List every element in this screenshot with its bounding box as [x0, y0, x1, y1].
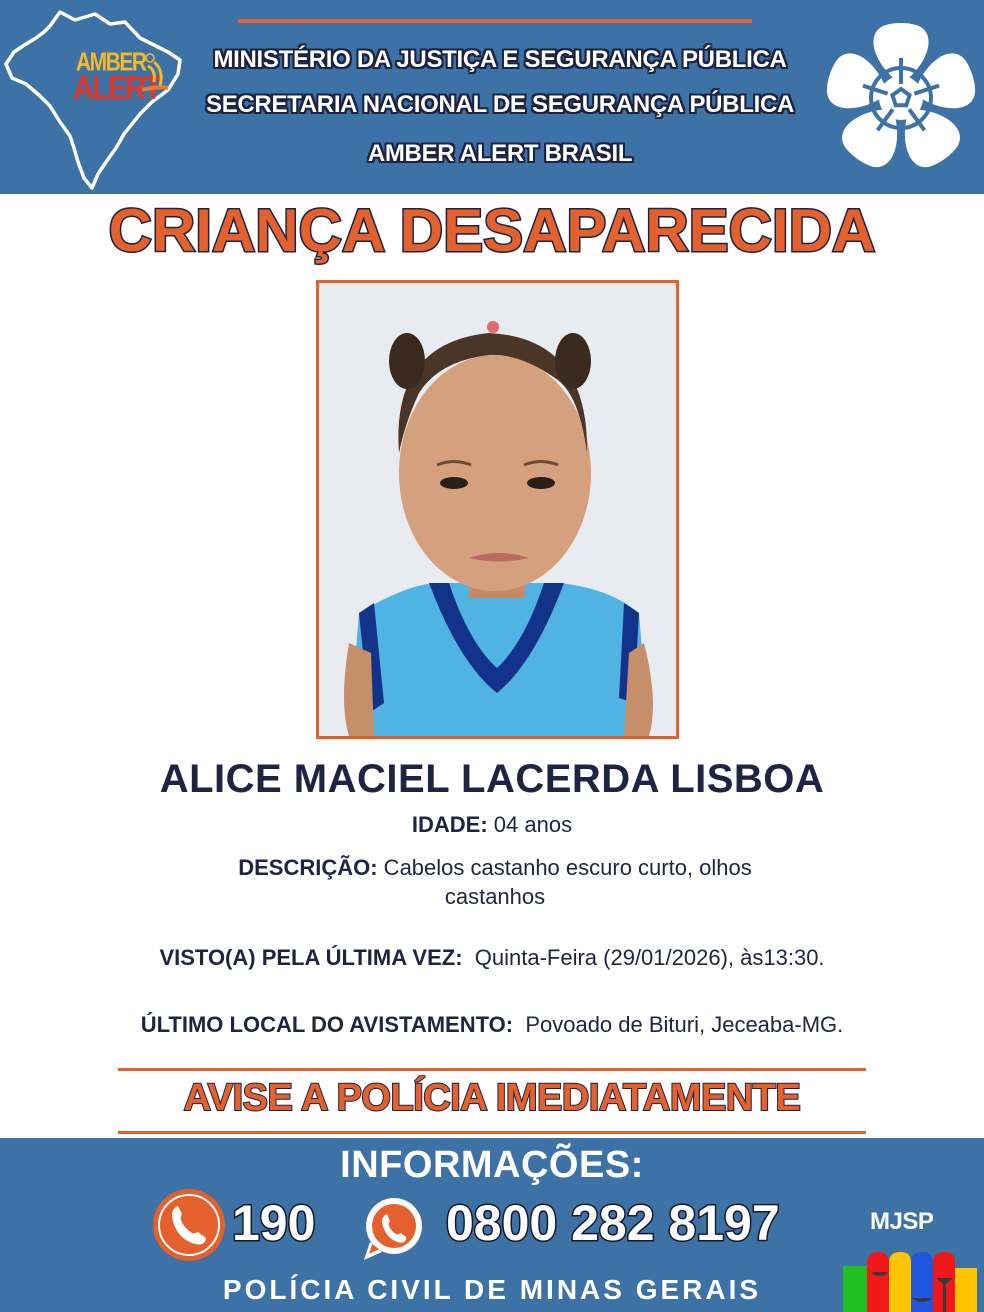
footer-banner: [0, 1138, 984, 1312]
alert-top-divider: [118, 1068, 866, 1071]
whatsapp-phone-number[interactable]: 0800 282 8197: [446, 1195, 780, 1251]
phone-icon: [152, 1188, 226, 1262]
child-name: ALICE MACIEL LACERDA LISBOA: [159, 757, 825, 801]
child-portrait-image: [319, 283, 676, 736]
last-seen-value: Quinta-Feira (29/01/2026), às13:30.: [462, 945, 825, 970]
header-banner: [0, 0, 984, 194]
last-place-row: [0, 1012, 984, 1038]
emergency-phone-number[interactable]: 190: [232, 1195, 316, 1251]
agency-name: POLÍCIA CIVIL DE MINAS GERAIS: [222, 1274, 762, 1305]
age-value: 04 anos: [487, 812, 573, 837]
mjsp-logo-icon: [843, 1252, 977, 1312]
whatsapp-icon: [360, 1196, 424, 1262]
age-row: [0, 812, 984, 838]
last-seen-label: VISTO(A) PELA ÚLTIMA VEZ:: [159, 945, 463, 970]
alert-bottom-divider: [118, 1131, 866, 1134]
description-label: DESCRIÇÃO:: [238, 855, 378, 880]
ministry-name: MINISTÉRIO DA JUSTIÇA E SEGURANÇA PÚBLICA: [213, 46, 787, 73]
flower-emblem-icon: [826, 22, 976, 174]
description-value: Cabelos castanho escuro curto, olhos castanhos: [377, 855, 752, 909]
header-divider: [238, 19, 752, 23]
last-seen-row: [0, 945, 984, 971]
last-place-value: Povoado de Bituri, Jeceaba-MG.: [513, 1012, 844, 1037]
amber-logo-top: AMBER: [76, 48, 146, 77]
program-name: AMBER ALERT BRASIL: [367, 140, 633, 167]
mjsp-label: MJSP: [870, 1208, 934, 1235]
alert-message: AVISE A POLÍCIA IMEDIATAMENTE: [183, 1077, 801, 1119]
secretariat-name: SECRETARIA NACIONAL DE SEGURANÇA PÚBLICA: [205, 91, 795, 118]
age-label: IDADE:: [411, 812, 488, 837]
amber-logo-bottom: ALERT: [73, 70, 160, 107]
info-title: INFORMAÇÕES:: [340, 1144, 644, 1186]
page-title: CRIANÇA DESAPARECIDA: [108, 197, 876, 264]
last-place-label: ÚLTIMO LOCAL DO AVISTAMENTO:: [140, 1012, 514, 1037]
amber-alert-logo: [70, 48, 170, 108]
child-photo: [316, 280, 679, 739]
description-row: [200, 853, 790, 911]
